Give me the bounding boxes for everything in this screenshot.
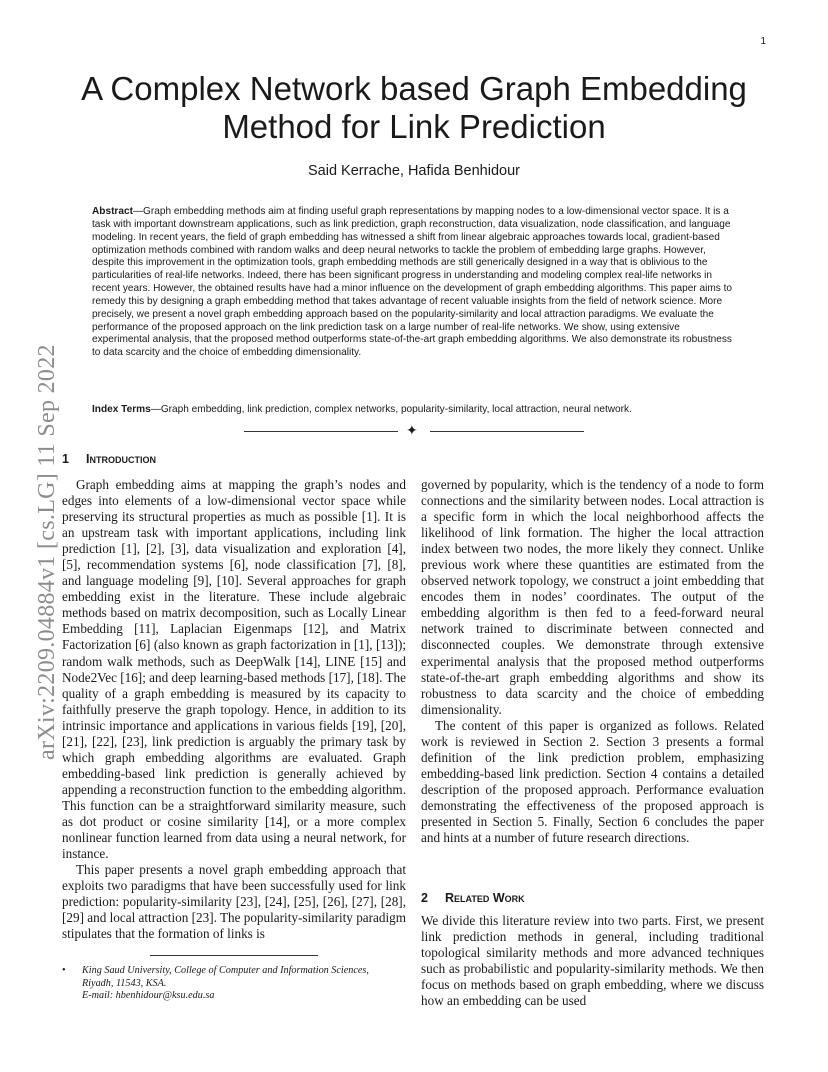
abstract-label: Abstract — [92, 206, 133, 217]
index-terms-text: —Graph embedding, link prediction, complex networks, popularity-similarity, local attraction, neural network. — [150, 404, 632, 415]
section-1-title: Introduction — [86, 452, 156, 466]
section-1-heading — [62, 452, 156, 466]
footnote-rule — [150, 955, 318, 956]
footnote-bullet-icon: • — [62, 965, 66, 976]
author-list: Said Kerrache, Hafida Benhidour — [308, 163, 520, 179]
related-work-column — [421, 913, 764, 1009]
section-divider — [244, 425, 584, 439]
intro-paragraph-2: This paper presents a novel graph embedding approach that exploits two paradigms that have been successfully used for link prediction: popularity-similarity [23], [24], [25], [26], [27], [28], [29] and local attraction [23]. The popularity-similarity paradigm stipulates that the formation of links is — [62, 862, 406, 942]
divider-ornament-icon: ✦ — [406, 423, 418, 439]
intro-paragraph-2-continued: governed by popularity, which is the tendency of a node to form connections and the similarity between nodes. Local attraction is a specific form in which the local neighborhood affects the likelihood of link formation. The higher the local attraction index between two nodes, the more likely they connect. Unlike previous work where these quantities are estimated from the observed network topology, we construct a joint embedding that encodes them in nodes’ coordinates. The output of the embedding algorithm is then fed to a feed-forward neural network trained to discriminate between connected and disconnected couples. We demonstrate through extensive experimental analysis that the proposed method outperforms state-of-the-art graph embedding algorithms and show its robustness to data scarcity and the choice of embedding dimensionality. — [421, 477, 764, 717]
intro-column-right — [421, 477, 764, 846]
section-1-number: 1 — [62, 452, 69, 466]
index-terms-label: Index Terms — [92, 404, 151, 415]
affiliation-footnote — [62, 965, 406, 1003]
title-line-2: Method for Link Prediction — [222, 108, 606, 145]
intro-paragraph-1: Graph embedding aims at mapping the graph’s nodes and edges into elements of a low-dimensional vector space while preserving its structural properties as much as possible [1]. It is an upstream task with important applications, including link prediction [1], [2], [3], data visualization and exploration [4], [5], recommendation systems [6], node classification [7], [8], and language modeling [9], [10]. Several approaches for graph embedding exist in the literature. These include algebraic methods based on matrix decomposition, such as Locally Linear Embedding [11], Laplacian Eigenmaps [12], and Matrix Factorization [6] (also known as graph factorization in [1], [13]); random walk methods, such as DeepWalk [14], LINE [15] and Node2Vec [16]; and deep learning-based methods [17], [18]. The quality of a graph embedding is measured by its capacity to faithfully preserve the graph topology. Hence, in addition to its intrinsic importance and applications in various fields [19], [20], [21], [22], [23], link prediction is arguably the primary task by which graph embedding algorithms are evaluated. Graph embedding-based link prediction is generally achieved by appending a reconstruction function to the embedding algorithm. This function can be a straightforward similarity measure, such as dot product or cosine similarity [14], or a more complex nonlinear function learned from data using a neural network, for instance. — [62, 477, 406, 862]
footnote-line-1: King Saud University, College of Computer and Information Sciences, — [82, 965, 369, 976]
page-number: 1 — [760, 36, 766, 47]
section-2-number: 2 — [421, 891, 428, 905]
abstract — [92, 206, 738, 360]
divider-line-right — [430, 431, 584, 432]
intro-paragraph-3: The content of this paper is organized as follows. Related work is reviewed in Section 2. Section 3 presents a formal definition of the link prediction problem, emphasizing embedding-based link prediction. Section 4 contains a detailed description of the proposed approach. Performance evaluation demonstrating the effectiveness of the proposed approach is presented in Section 5. Finally, Section 6 concludes the paper and hints at a number of future research directions. — [421, 717, 764, 846]
divider-line-left — [244, 431, 398, 432]
abstract-text: —Graph embedding methods aim at finding useful graph representations by mapping nodes to a low-dimensional vector space. It is a task with important downstream applications, such as link prediction, graph reconstruction, data visualization, node classification, and language modeling. In recent years, the field of graph embedding has witnessed a shift from linear algebraic approaches towards local, gradient-based optimization methods combined with random walks and deep neural networks to tackle the problem of embedding large graphs. However, despite this improvement in the optimization tools, graph embedding methods are still generically designed in a way that is oblivious to the particularities of real-life networks. Indeed, there has been significant progress in understanding and modeling complex real-life networks in recent years. However, the obtained results have had a minor influence on the development of graph embedding algorithms. This paper aims to remedy this by designing a graph embedding method that takes advantage of recent valuable insights from the field of network science. More precisely, we present a novel graph embedding approach based on the popularity-similarity and local attraction paradigms. We evaluate the performance of the proposed approach on the link prediction task on a large number of real-life networks. We show, using extensive experimental analysis, that the proposed method outperforms state-of-the-art graph embedding algorithms. We also demonstrate its robustness to data scarcity and the choice of embedding dimensionality. — [92, 206, 733, 359]
related-work-paragraph-1: We divide this literature review into two parts. First, we present link prediction methods in general, including traditional topological similarity methods and more advanced techniques such as probabilistic and popularity-similarity methods. We then focus on methods based on graph embedding, where we discuss how an embedding can be used — [421, 913, 764, 1009]
intro-column-left — [62, 477, 406, 942]
index-terms — [92, 403, 738, 416]
footnote-line-3: E-mail: hbenhidour@ksu.edu.sa — [82, 990, 215, 1001]
section-2-title: Related Work — [445, 891, 525, 905]
paper-title — [60, 70, 768, 146]
footnote-line-2: Riyadh, 11543, KSA. — [82, 977, 167, 989]
title-line-1: A Complex Network based Graph Embedding — [81, 70, 747, 107]
section-2-heading — [421, 891, 525, 905]
arxiv-identifier-stamp: arXiv:2209.04884v1 [cs.LG] 11 Sep 2022 — [34, 344, 60, 760]
